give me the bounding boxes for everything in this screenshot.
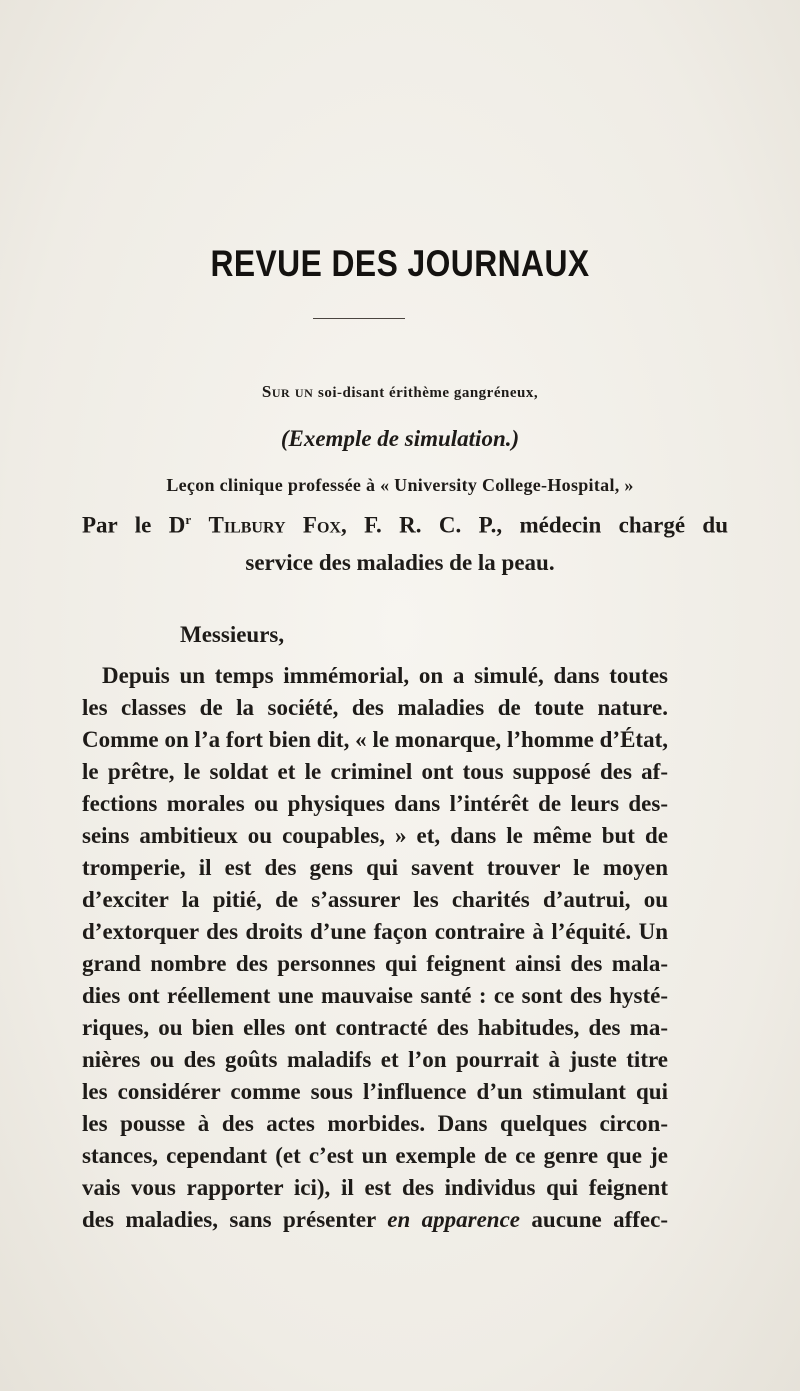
last-line-italic: en apparence (387, 1207, 521, 1232)
body-line: le prêtre, le soldat et le criminel ont tous supposé des af- (82, 759, 668, 784)
body-line: tromperie, il est des gens qui savent trouver le moyen (82, 855, 668, 880)
body-line: riques, ou bien elles ont contracté des habitudes, des ma- (82, 1015, 668, 1040)
author-name: Tilbury Fox, (208, 512, 347, 538)
body-line: d’extorquer des droits d’une façon contraire à l’équité. Un (82, 919, 668, 944)
body-text (82, 660, 668, 1236)
body-line: dies ont réellement une mauvaise santé : ce sont des hysté- (82, 983, 668, 1008)
last-line-end: aucune affec- (531, 1207, 669, 1232)
author-title-sup: r (185, 512, 192, 527)
body-line: nières ou des goûts maladifs et l’on pourrait à juste titre (82, 1047, 668, 1072)
subtitle-prefix: Sur un (261, 382, 314, 401)
body-line: les considérer comme sous l’influence d’un stimulant qui (82, 1079, 668, 1104)
body-line: stances, cependant (et c’est un exemple de ce genre que je (82, 1143, 668, 1168)
last-line-start: des maladies, sans présenter (82, 1207, 376, 1232)
lecture-line: Leçon clinique professée à « University College-Hospital, » (166, 475, 634, 495)
body-line: seins ambitieux ou coupables, » et, dans le même but de (82, 823, 668, 848)
article-subheading: (Exemple de simulation.) (280, 426, 520, 451)
body-line: les pousse à des actes morbides. Dans quelques circon- (82, 1111, 668, 1136)
salutation: Messieurs, (180, 622, 285, 647)
author-line-1 (82, 512, 728, 539)
body-line: vais vous rapporter ici), il est des individus qui feignent (82, 1175, 668, 1200)
author-credentials: F. R. C. P., médecin chargé du (364, 512, 729, 538)
body-line: les classes de la société, des maladies de toute nature. (82, 695, 668, 720)
subtitle-rest: soi-disant érithème gangréneux, (318, 385, 539, 401)
body-line: Depuis un temps immémorial, on a simulé, dans toutes (102, 663, 668, 688)
author-prefix: Par le D (82, 512, 186, 538)
body-line: fections morales ou physiques dans l’intérêt de leurs des- (82, 791, 668, 816)
title-divider (313, 318, 405, 319)
body-line: Comme on l’a fort bien dit, « le monarque, l’homme d’État, (82, 727, 668, 752)
page-title: REVUE DES JOURNAUX (210, 243, 590, 284)
body-line: d’exciter la pitié, de s’assurer les charités d’autrui, ou (82, 887, 668, 912)
body-line-last (82, 1204, 668, 1236)
article-subtitle (0, 382, 800, 402)
author-line-2: service des maladies de la peau. (245, 550, 555, 575)
bleed-through-text (90, 140, 720, 174)
body-line: grand nombre des personnes qui feignent ainsi des mala- (82, 951, 668, 976)
